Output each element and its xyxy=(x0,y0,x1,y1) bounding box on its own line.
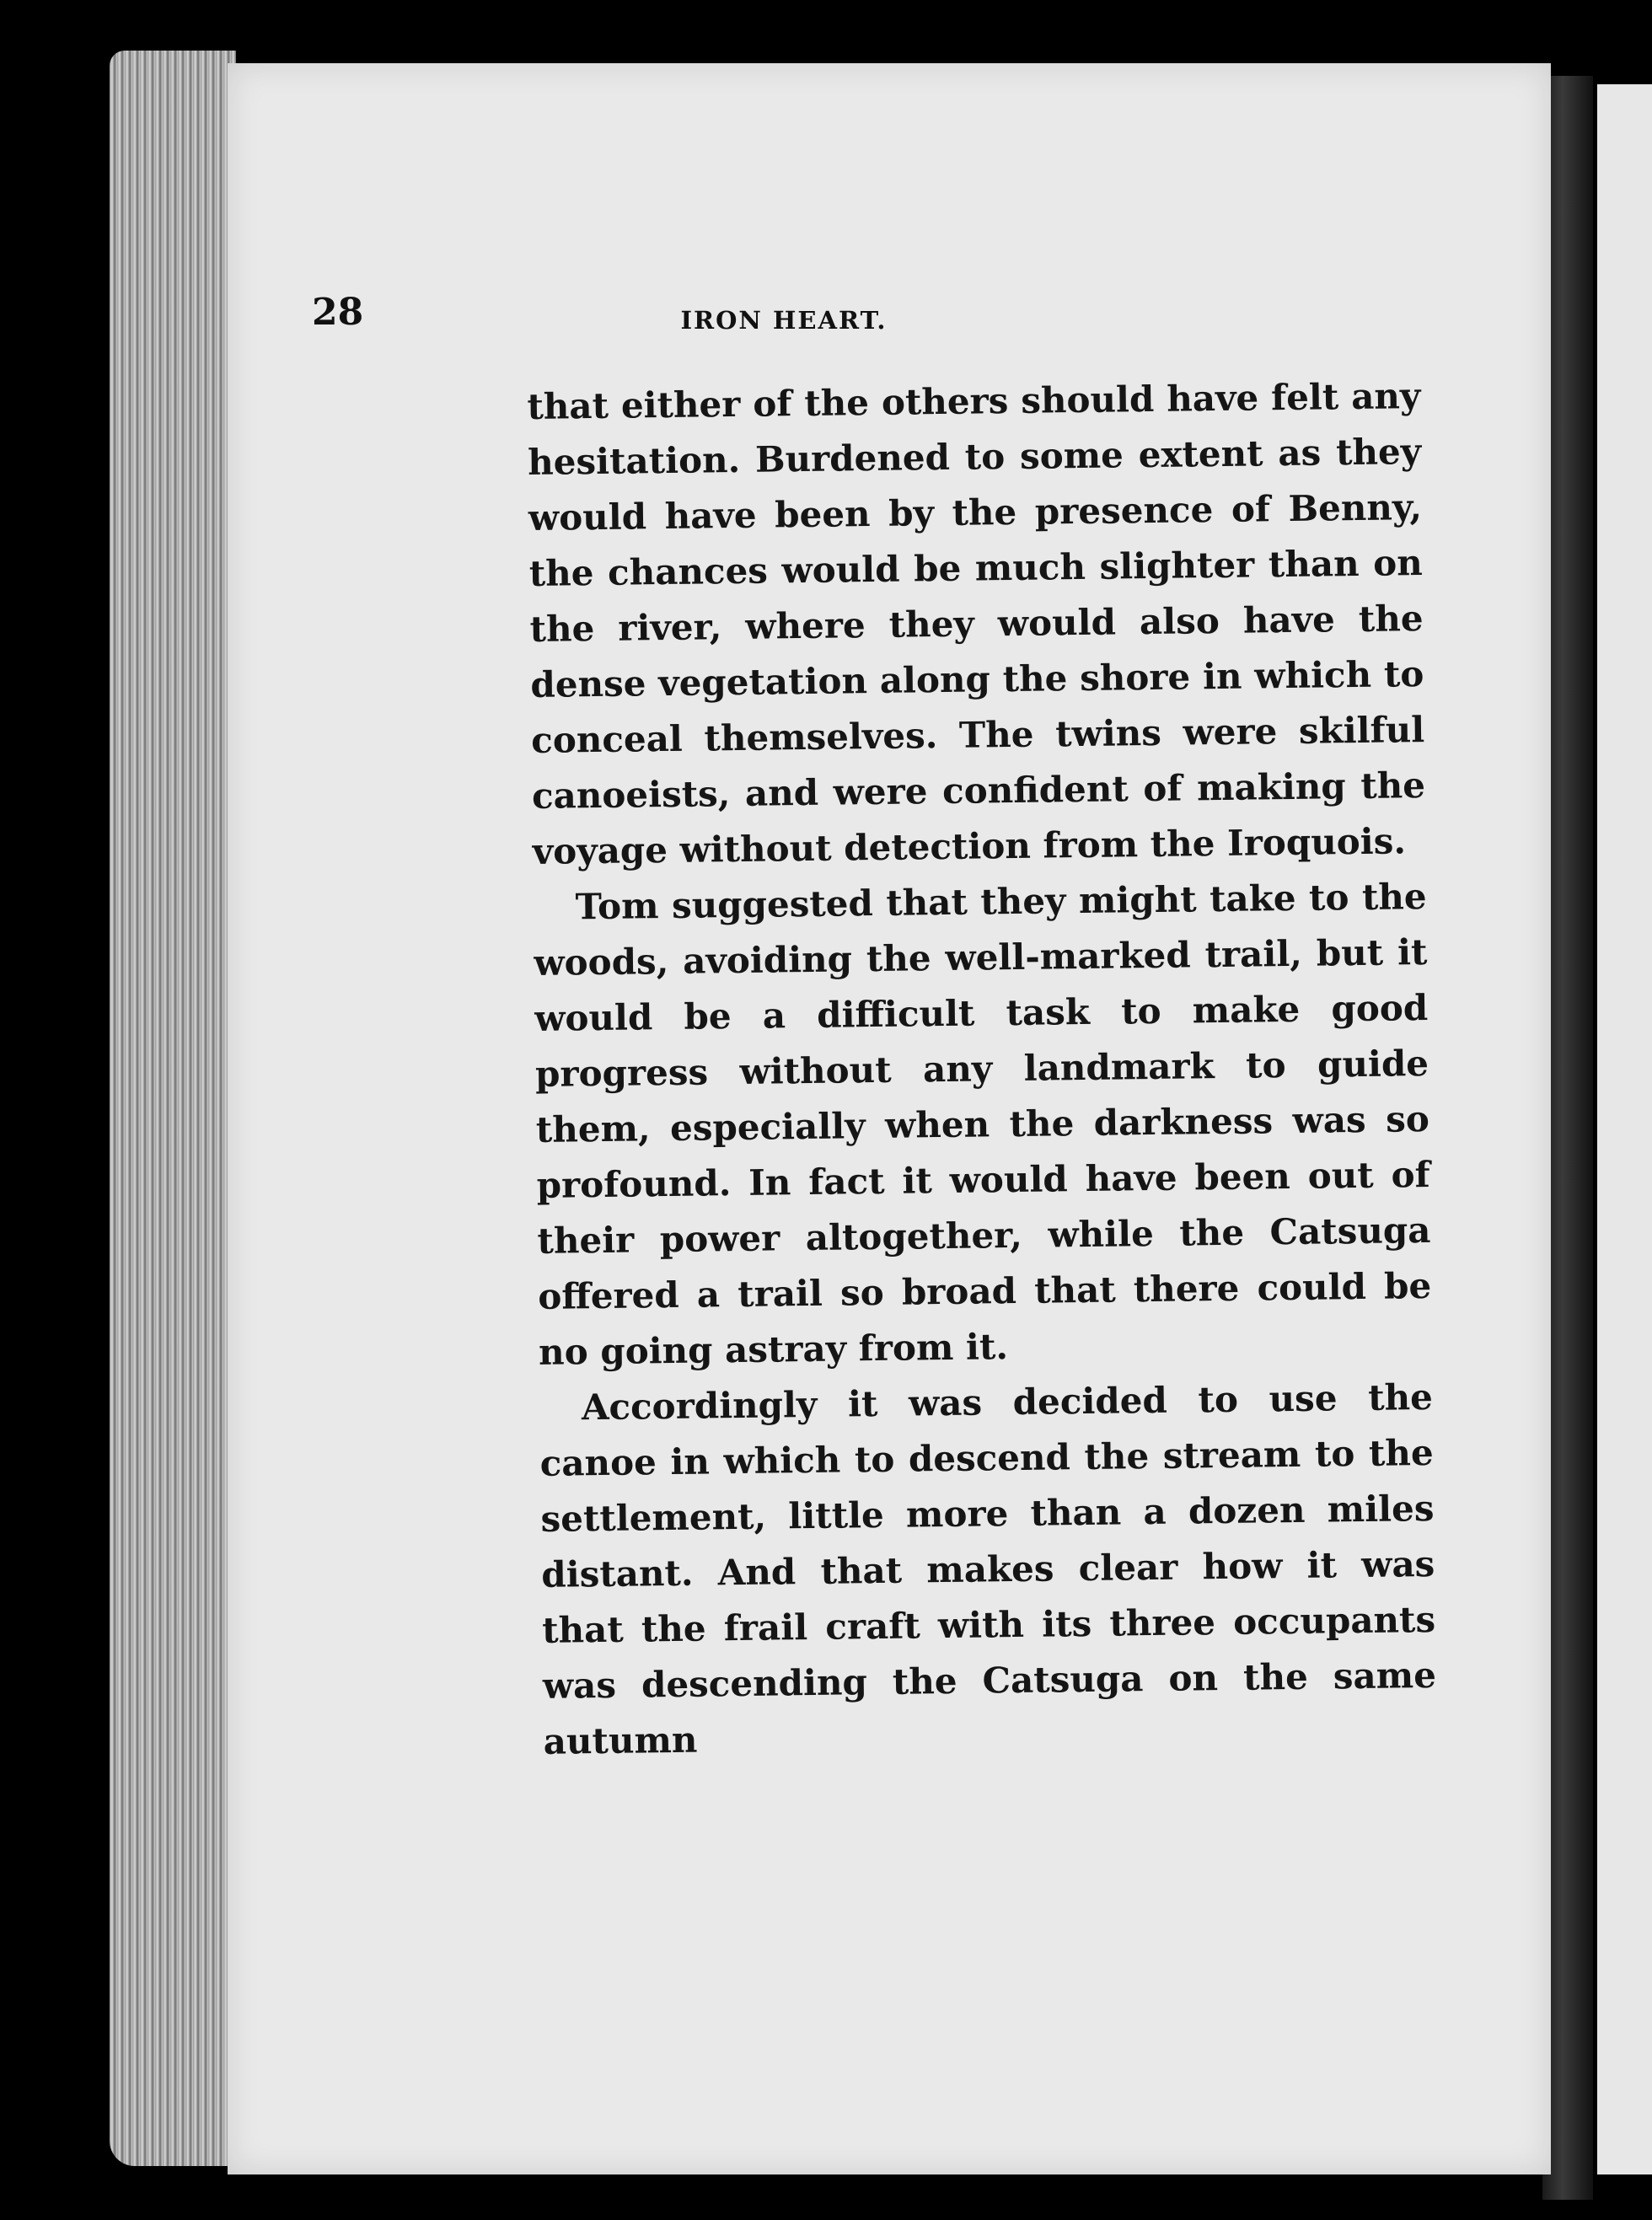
paragraph-3: Accordingly it was decided to use the canoe in which to descend the stream to the settlement, little more than a dozen miles distant. And that makes clear how it was that the frail craft with its three occupants was descending the Catsuga on the same autumn xyxy=(539,1375,1437,1762)
paragraph-1: that either of the others should have felt any hesitation. Burdened to some extent as they would have been by the presence of Benny, the chances would be much slighter than on the river, where they would also have the dense vegetation along the shore in which to conceal themselves. The twins were skilful canoeists, and were confident of making the voyage without detection from the Iroquois. xyxy=(527,375,1426,872)
page-number: 28 xyxy=(312,291,364,334)
page-header xyxy=(312,291,1256,350)
facing-page-edge xyxy=(1597,84,1652,2174)
paragraph-2: Tom suggested that they might take to the woods, avoiding the well-marked trail, but it would be a difficult task to make good progress without any landmark to guide them, especially when the darkness was so profound. In fact it would have been out of their power altogether, while the Catsuga offered a trail so broad that there could be no going astray from it. xyxy=(534,876,1432,1373)
page-stack-edge xyxy=(110,51,236,2166)
running-head: IRON HEART. xyxy=(680,306,888,335)
page-body xyxy=(527,368,1437,1770)
